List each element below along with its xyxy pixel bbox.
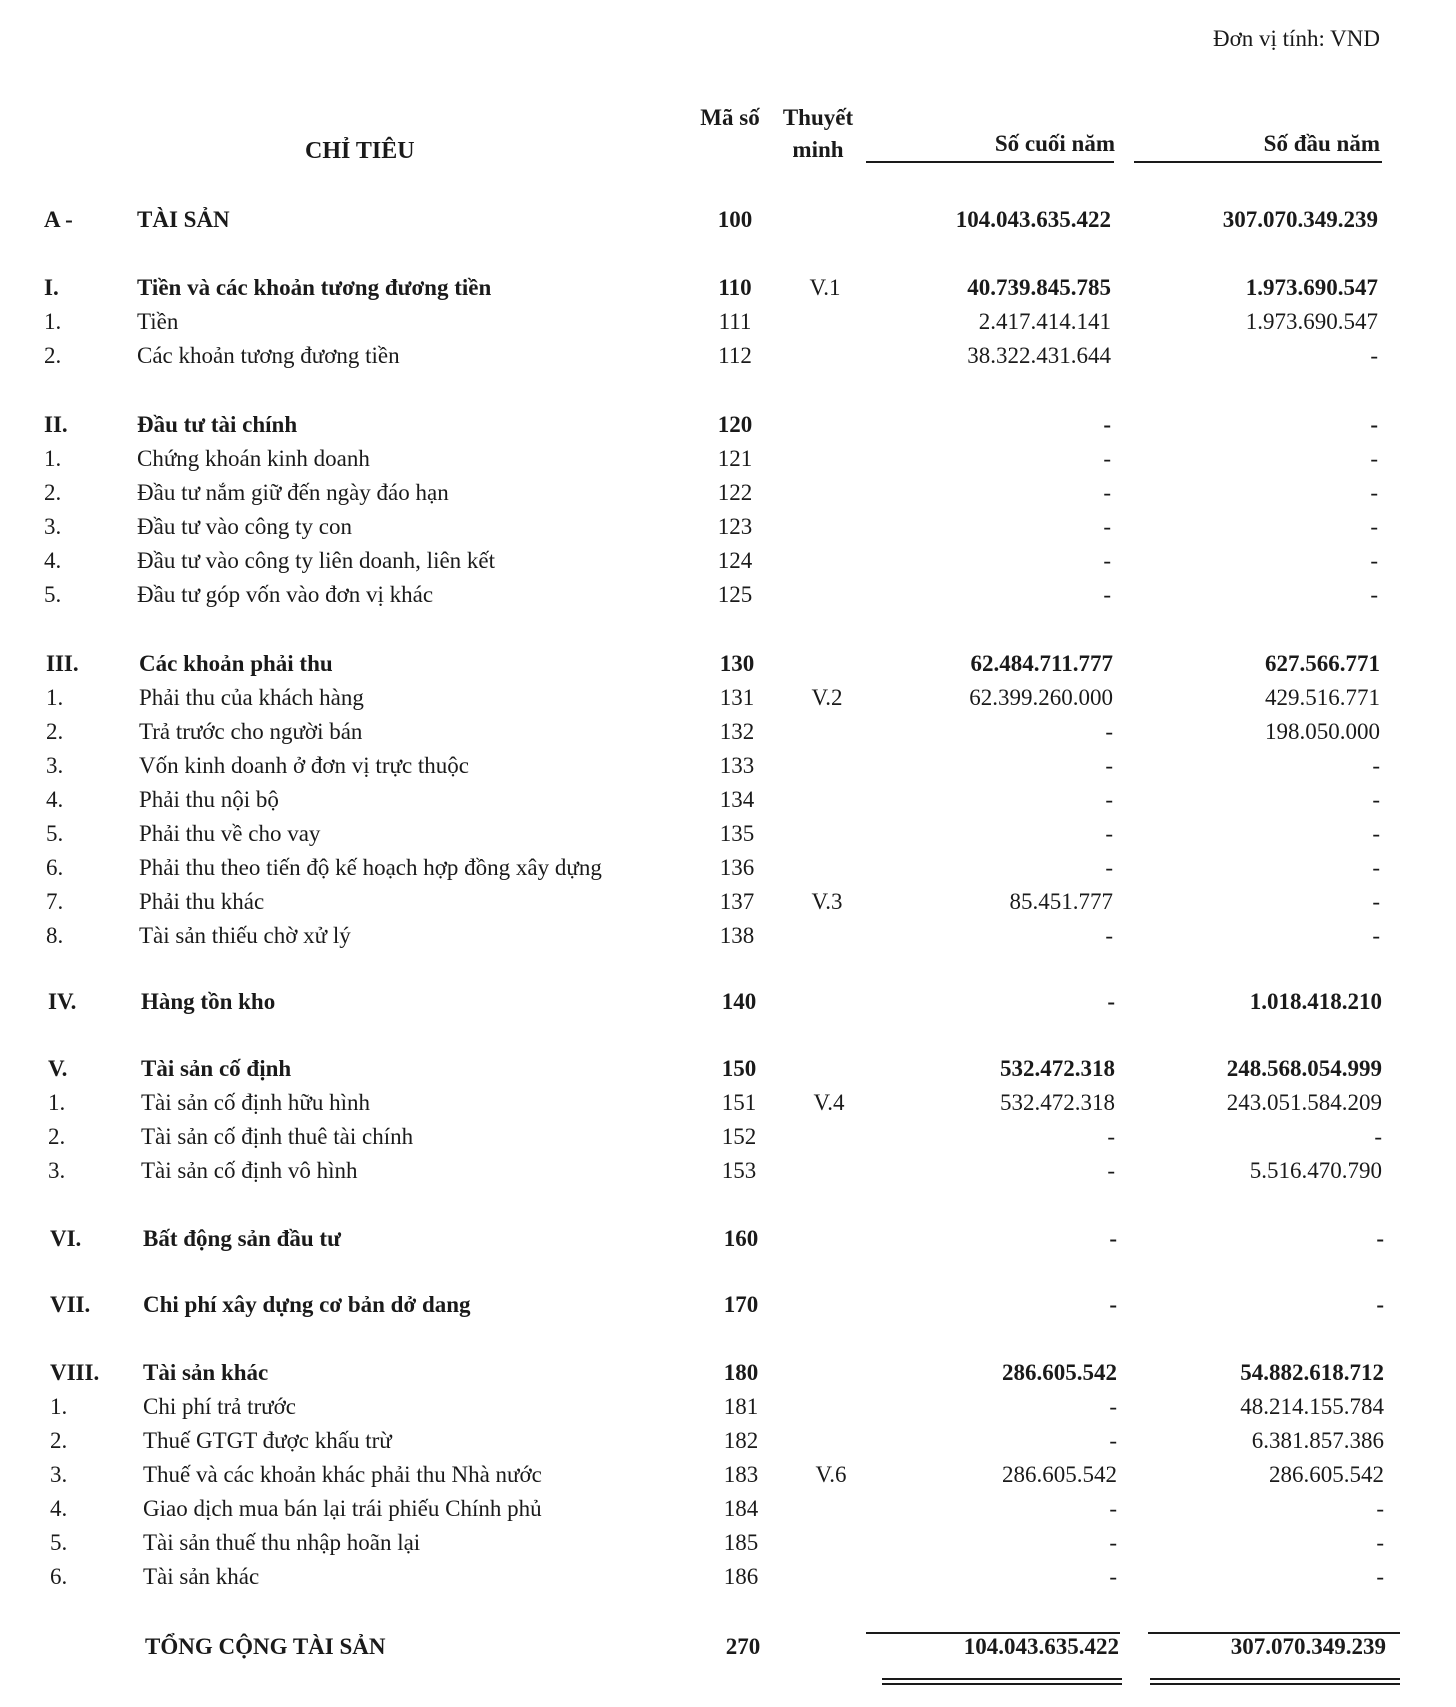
table-row	[6, 1356, 1456, 1390]
table-row	[2, 715, 1456, 749]
row-index: A -	[44, 207, 73, 232]
row-beginning-of-year-value: 1.973.690.547	[1245, 309, 1378, 334]
row-beginning-of-year-value: 54.882.618.712	[1240, 1360, 1384, 1385]
row-beginning-of-year-value: -	[1370, 343, 1378, 368]
row-end-of-year-value: -	[1103, 480, 1111, 505]
table-row	[0, 510, 1456, 544]
row-code: 185	[723, 1530, 759, 1555]
row-beginning-of-year-value: -	[1372, 889, 1380, 914]
row-index: 2.	[50, 1428, 68, 1453]
header-underline-end	[866, 161, 1114, 163]
row-index: 2.	[44, 343, 62, 368]
row-index: 7.	[46, 889, 64, 914]
row-end-of-year-value: 85.451.777	[1009, 889, 1113, 914]
row-index: 6.	[50, 1564, 68, 1589]
row-code: 180	[723, 1360, 759, 1385]
row-index: 2.	[44, 480, 62, 505]
table-row	[2, 817, 1456, 851]
table-row	[0, 578, 1456, 612]
row-beginning-of-year-value: 627.566.771	[1265, 651, 1380, 676]
row-end-of-year-value: 532.472.318	[1000, 1056, 1115, 1081]
table-row	[6, 1458, 1456, 1492]
row-end-of-year-value: 286.605.542	[1002, 1360, 1117, 1385]
table-row	[6, 1424, 1456, 1458]
table-row	[8, 1630, 1456, 1664]
row-beginning-of-year-value: -	[1372, 753, 1380, 778]
row-label: Tài sản cố định	[141, 1056, 292, 1081]
row-beginning-of-year-value: -	[1376, 1496, 1384, 1521]
row-code: 150	[721, 1056, 757, 1081]
row-code: 120	[717, 412, 753, 437]
row-code: 138	[719, 923, 755, 948]
row-label: Đầu tư tài chính	[137, 412, 298, 437]
row-code: 186	[723, 1564, 759, 1589]
row-end-of-year-value: -	[1105, 719, 1113, 744]
table-row	[6, 1492, 1456, 1526]
row-label: Đầu tư góp vốn vào đơn vị khác	[137, 582, 434, 607]
header-code: Mã số	[700, 105, 760, 130]
table-row	[0, 544, 1456, 578]
row-label: Tài sản khác	[143, 1360, 269, 1385]
row-beginning-of-year-value: -	[1372, 787, 1380, 812]
row-code: 151	[721, 1090, 757, 1115]
row-code: 110	[718, 275, 752, 300]
table-row	[6, 1526, 1456, 1560]
row-code: 153	[721, 1158, 757, 1183]
row-code: 270	[725, 1634, 761, 1659]
row-code: 184	[723, 1496, 759, 1521]
table-row	[6, 1288, 1456, 1322]
table-row	[2, 783, 1456, 817]
row-end-of-year-value: -	[1103, 446, 1111, 471]
row-label: Giao dịch mua bán lại trái phiếu Chính phủ	[143, 1496, 542, 1521]
row-beginning-of-year-value: -	[1370, 480, 1378, 505]
row-end-of-year-value: 62.399.260.000	[969, 685, 1113, 710]
row-label: Hàng tồn kho	[141, 989, 276, 1014]
row-code: 140	[721, 989, 757, 1014]
row-end-of-year-value: -	[1109, 1428, 1117, 1453]
row-index: V.	[48, 1056, 68, 1081]
table-row	[6, 1390, 1456, 1424]
table-row	[4, 1086, 1456, 1120]
row-note: V.2	[811, 685, 843, 710]
row-beginning-of-year-value: 286.605.542	[1269, 1462, 1384, 1487]
row-end-of-year-value: -	[1103, 514, 1111, 539]
row-beginning-of-year-value: 429.516.771	[1265, 685, 1380, 710]
row-code: 181	[723, 1394, 759, 1419]
table-row	[0, 203, 1456, 237]
row-beginning-of-year-value: -	[1372, 855, 1380, 880]
row-index: 1.	[46, 685, 64, 710]
row-beginning-of-year-value: 1.018.418.210	[1249, 989, 1382, 1014]
row-index: 5.	[50, 1530, 68, 1555]
row-code: 130	[719, 651, 755, 676]
row-label: Tiền và các khoản tương đương tiền	[137, 275, 492, 300]
row-code: 122	[717, 480, 753, 505]
row-label: Tiền	[137, 309, 179, 334]
row-index: 4.	[46, 787, 64, 812]
header-beginning-of-year: Số đầu năm	[1263, 131, 1380, 156]
row-end-of-year-value: 286.605.542	[1002, 1462, 1117, 1487]
row-label: Vốn kinh doanh ở đơn vị trực thuộc	[139, 753, 469, 778]
row-end-of-year-value: -	[1107, 1158, 1115, 1183]
row-code: 133	[719, 753, 755, 778]
row-end-of-year-value: -	[1109, 1496, 1117, 1521]
row-end-of-year-value: -	[1105, 753, 1113, 778]
row-code: 152	[721, 1124, 757, 1149]
row-end-of-year-value: 40.739.845.785	[967, 275, 1111, 300]
row-beginning-of-year-value: -	[1370, 582, 1378, 607]
row-label: Đầu tư vào công ty con	[137, 514, 352, 539]
row-label: Tài sản thiếu chờ xử lý	[139, 923, 351, 948]
row-end-of-year-value: -	[1105, 923, 1113, 948]
row-beginning-of-year-value: -	[1370, 514, 1378, 539]
row-beginning-of-year-value: -	[1376, 1564, 1384, 1589]
row-end-of-year-value: -	[1107, 1124, 1115, 1149]
row-code: 134	[719, 787, 755, 812]
row-index: 1.	[44, 446, 62, 471]
row-label: TÀI SẢN	[137, 207, 230, 232]
table-row	[0, 305, 1456, 339]
row-code: 183	[723, 1462, 759, 1487]
row-beginning-of-year-value: 198.050.000	[1265, 719, 1380, 744]
row-beginning-of-year-value: 1.973.690.547	[1245, 275, 1378, 300]
row-label: Phải thu về cho vay	[139, 821, 321, 846]
table-row	[2, 885, 1456, 919]
row-index: VII.	[50, 1292, 91, 1317]
total-top-line-end	[866, 1632, 1120, 1634]
row-end-of-year-value: 62.484.711.777	[970, 651, 1113, 676]
row-code: 135	[719, 821, 755, 846]
row-index: II.	[44, 412, 68, 437]
row-end-of-year-value: -	[1107, 989, 1115, 1014]
row-index: 1.	[44, 309, 62, 334]
row-beginning-of-year-value: -	[1372, 821, 1380, 846]
row-code: 137	[719, 889, 755, 914]
row-end-of-year-value: 104.043.635.422	[963, 1634, 1119, 1659]
row-end-of-year-value: -	[1103, 548, 1111, 573]
row-index: 3.	[48, 1158, 66, 1183]
row-label: Chi phí xây dựng cơ bản dở dang	[143, 1292, 471, 1317]
table-row	[0, 476, 1456, 510]
row-index: 4.	[50, 1496, 68, 1521]
row-index: 3.	[46, 753, 64, 778]
row-label: Phải thu nội bộ	[139, 787, 279, 812]
row-label: Tài sản khác	[143, 1564, 260, 1589]
table-row	[2, 919, 1456, 953]
row-code: 112	[718, 343, 752, 368]
header-note: Thuyết minh	[782, 105, 854, 162]
row-code: 132	[719, 719, 755, 744]
row-beginning-of-year-value: 48.214.155.784	[1240, 1394, 1384, 1419]
unit-label: Đơn vị tính: VND	[1213, 26, 1380, 51]
table-row	[0, 339, 1456, 373]
row-note: V.6	[815, 1462, 847, 1487]
row-index: 5.	[44, 582, 62, 607]
row-beginning-of-year-value: 243.051.584.209	[1226, 1090, 1382, 1115]
row-index: 3.	[50, 1462, 68, 1487]
row-end-of-year-value: -	[1105, 821, 1113, 846]
row-label: Tài sản cố định hữu hình	[141, 1090, 371, 1115]
row-note: V.4	[813, 1090, 845, 1115]
table-row	[0, 271, 1456, 305]
row-end-of-year-value: 38.322.431.644	[967, 343, 1111, 368]
total-top-line-begin	[1148, 1632, 1400, 1634]
row-end-of-year-value: -	[1109, 1292, 1117, 1317]
row-end-of-year-value: -	[1109, 1394, 1117, 1419]
row-label: Phải thu khác	[139, 889, 265, 914]
row-index: 8.	[46, 923, 64, 948]
row-end-of-year-value: -	[1109, 1530, 1117, 1555]
header-title: CHỈ TIÊU	[305, 138, 415, 164]
row-beginning-of-year-value: 6.381.857.386	[1251, 1428, 1384, 1453]
row-note: V.1	[809, 275, 841, 300]
row-code: 111	[718, 309, 752, 334]
row-beginning-of-year-value: -	[1370, 412, 1378, 437]
table-row	[2, 681, 1456, 715]
row-label: Các khoản tương đương tiền	[137, 343, 400, 368]
table-row	[4, 1120, 1456, 1154]
row-label: Chi phí trả trước	[143, 1394, 297, 1419]
row-index: VI.	[50, 1226, 82, 1251]
table-row	[4, 1052, 1456, 1086]
row-beginning-of-year-value: 248.568.054.999	[1226, 1056, 1382, 1081]
row-label: Đầu tư nắm giữ đến ngày đáo hạn	[137, 480, 449, 505]
table-row	[0, 442, 1456, 476]
row-beginning-of-year-value: 307.070.349.239	[1230, 1634, 1386, 1659]
row-label: Đầu tư vào công ty liên doanh, liên kết	[137, 548, 496, 573]
row-index: IV.	[48, 989, 77, 1014]
row-end-of-year-value: -	[1103, 582, 1111, 607]
row-code: 121	[717, 446, 753, 471]
row-index: 2.	[48, 1124, 66, 1149]
row-end-of-year-value: 104.043.635.422	[955, 207, 1111, 232]
row-code: 182	[723, 1428, 759, 1453]
row-index: 6.	[46, 855, 64, 880]
table-row	[4, 985, 1456, 1019]
row-index: 5.	[46, 821, 64, 846]
row-end-of-year-value: -	[1103, 412, 1111, 437]
header-end-of-year: Số cuối năm	[994, 131, 1115, 156]
table-row	[4, 1154, 1456, 1188]
row-label: Thuế GTGT được khấu trừ	[143, 1428, 392, 1453]
row-code: 125	[717, 582, 753, 607]
row-label: Chứng khoán kinh doanh	[137, 446, 370, 471]
row-label: Tài sản cố định vô hình	[141, 1158, 358, 1183]
total-double-underline-begin	[1150, 1678, 1400, 1685]
row-label: Phải thu theo tiến độ kế hoạch hợp đồng xây dựng	[139, 855, 602, 880]
row-index: I.	[44, 275, 59, 300]
row-index: 1.	[50, 1394, 68, 1419]
row-end-of-year-value: -	[1109, 1226, 1117, 1251]
row-code: 124	[717, 548, 753, 573]
table-row	[2, 647, 1456, 681]
row-beginning-of-year-value: -	[1370, 548, 1378, 573]
row-end-of-year-value: -	[1109, 1564, 1117, 1589]
row-beginning-of-year-value: -	[1376, 1530, 1384, 1555]
row-label: TỔNG CỘNG TÀI SẢN	[145, 1634, 386, 1659]
row-beginning-of-year-value: -	[1376, 1292, 1384, 1317]
row-code: 131	[719, 685, 755, 710]
row-code: 160	[723, 1226, 759, 1251]
row-code: 170	[723, 1292, 759, 1317]
header-underline-begin	[1134, 161, 1382, 163]
row-index: 3.	[44, 514, 62, 539]
row-label: Các khoản phải thu	[139, 651, 333, 676]
row-end-of-year-value: 2.417.414.141	[978, 309, 1111, 334]
table-row	[0, 408, 1456, 442]
total-double-underline-end	[882, 1678, 1122, 1685]
row-code: 123	[717, 514, 753, 539]
row-label: Tài sản thuế thu nhập hoãn lại	[143, 1530, 421, 1555]
row-beginning-of-year-value: -	[1370, 446, 1378, 471]
row-index: III.	[46, 651, 79, 676]
row-end-of-year-value: 532.472.318	[1000, 1090, 1115, 1115]
row-label: Thuế và các khoản khác phải thu Nhà nước	[143, 1462, 542, 1487]
row-code: 136	[719, 855, 755, 880]
table-row	[6, 1560, 1456, 1594]
row-label: Trả trước cho người bán	[139, 719, 363, 744]
row-index: 1.	[48, 1090, 66, 1115]
row-note: V.3	[811, 889, 843, 914]
row-beginning-of-year-value: 5.516.470.790	[1249, 1158, 1382, 1183]
row-index: 2.	[46, 719, 64, 744]
row-beginning-of-year-value: -	[1374, 1124, 1382, 1149]
row-beginning-of-year-value: -	[1376, 1226, 1384, 1251]
table-row	[2, 851, 1456, 885]
table-row	[2, 749, 1456, 783]
row-label: Tài sản cố định thuê tài chính	[141, 1124, 414, 1149]
row-beginning-of-year-value: 307.070.349.239	[1222, 207, 1378, 232]
row-label: Bất động sản đầu tư	[143, 1226, 341, 1251]
row-beginning-of-year-value: -	[1372, 923, 1380, 948]
row-index: VIII.	[50, 1360, 100, 1385]
row-end-of-year-value: -	[1105, 787, 1113, 812]
row-code: 100	[717, 207, 753, 232]
row-label: Phải thu của khách hàng	[139, 685, 364, 710]
row-end-of-year-value: -	[1105, 855, 1113, 880]
row-index: 4.	[44, 548, 62, 573]
table-row	[6, 1222, 1456, 1256]
